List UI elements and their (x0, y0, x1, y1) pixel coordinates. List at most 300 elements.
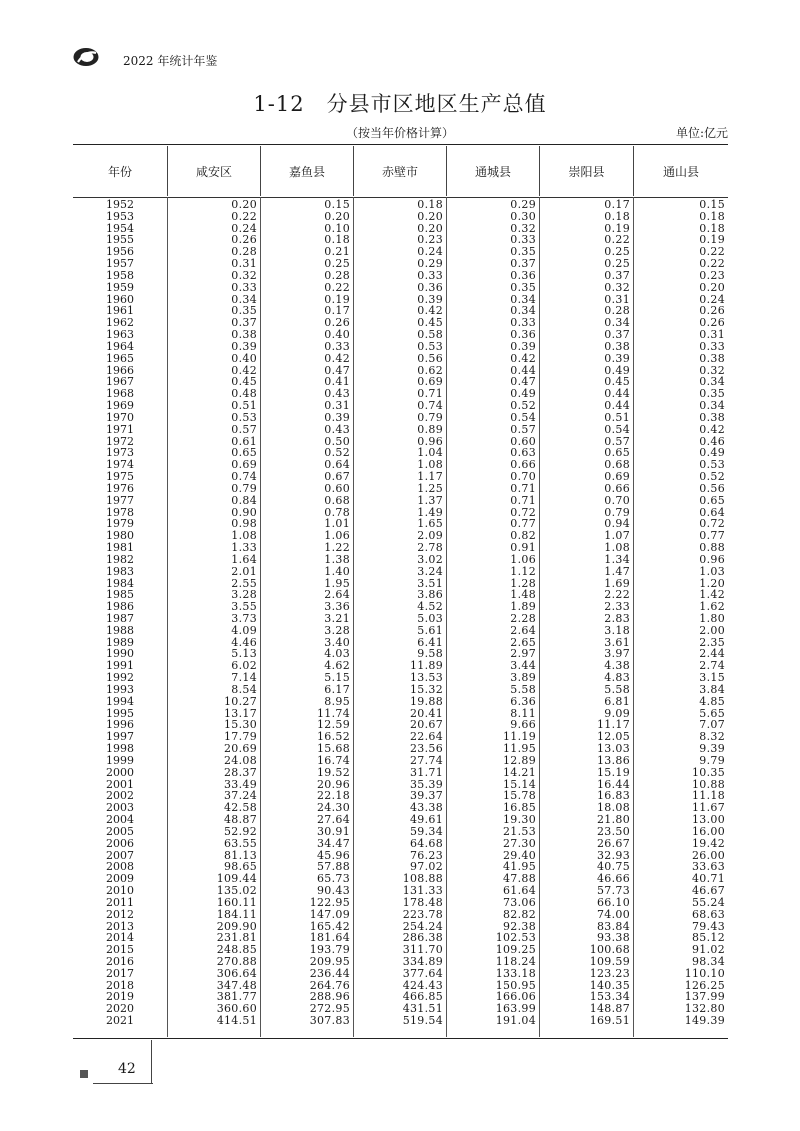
year-cell: 2008 (106, 860, 134, 874)
gdp-cell: 16.85 (503, 801, 536, 815)
gdp-cell: 0.82 (510, 529, 536, 543)
gdp-cell: 0.49 (510, 387, 536, 401)
gdp-cell: 1.01 (324, 517, 350, 531)
gdp-cell: 24.08 (224, 753, 257, 767)
gdp-cell: 82.82 (503, 907, 536, 921)
gdp-cell: 16.44 (597, 777, 630, 791)
gdp-cell: 126.25 (684, 978, 725, 992)
gdp-cell: 34.47 (317, 836, 350, 850)
gdp-cell: 98.34 (692, 955, 725, 968)
gdp-cell: 2.65 (510, 635, 536, 649)
table-row (73, 282, 728, 294)
gdp-cell: 8.95 (324, 694, 350, 708)
gdp-cell: 13.00 (692, 813, 725, 827)
table-row (73, 767, 728, 779)
year-cell: 1961 (106, 304, 134, 318)
gdp-cell: 55.24 (692, 895, 725, 909)
gdp-cell: 223.78 (402, 907, 443, 921)
gdp-cell: 0.33 (417, 268, 443, 282)
gdp-cell: 0.24 (699, 292, 725, 306)
gdp-cell: 147.09 (309, 907, 350, 921)
gdp-cell: 0.62 (417, 363, 443, 377)
gdp-cell: 0.65 (604, 446, 630, 460)
gdp-cell: 0.68 (604, 458, 630, 472)
gdp-cell: 0.70 (510, 470, 536, 484)
gdp-cell: 1.42 (699, 588, 725, 602)
table-row (73, 353, 728, 365)
gdp-cell: 184.11 (216, 907, 257, 921)
gdp-cell: 2.97 (510, 647, 536, 661)
gdp-cell: 1.40 (324, 564, 350, 578)
gdp-cell: 16.83 (597, 789, 630, 803)
gdp-cell: 0.17 (604, 198, 630, 211)
gdp-cell: 0.21 (324, 245, 350, 259)
year-cell: 1989 (106, 635, 134, 649)
table-row (73, 625, 728, 637)
gdp-cell: 0.18 (324, 233, 350, 247)
gdp-cell: 19.30 (503, 813, 536, 827)
gdp-cell: 0.39 (604, 351, 630, 365)
gdp-cell: 41.95 (503, 860, 536, 874)
gdp-cell: 0.68 (324, 493, 350, 507)
gdp-cell: 3.24 (417, 564, 443, 578)
gdp-cell: 0.42 (699, 422, 725, 436)
gdp-cell: 0.43 (324, 422, 350, 436)
gdp-cell: 3.51 (417, 576, 443, 590)
gdp-cell: 0.19 (699, 233, 725, 247)
gdp-cell: 7.07 (699, 718, 725, 732)
gdp-cell: 32.93 (597, 848, 630, 862)
gdp-cell: 11.19 (503, 730, 536, 744)
gdp-cell: 17.79 (224, 730, 257, 744)
gdp-cell: 0.42 (417, 304, 443, 318)
gdp-cell: 0.38 (699, 351, 725, 365)
gdp-cell: 466.85 (402, 990, 443, 1004)
gdp-cell: 0.51 (604, 410, 630, 424)
year-cell: 1958 (106, 268, 134, 282)
gdp-cell: 1.38 (324, 552, 350, 566)
gdp-cell: 347.48 (216, 978, 257, 992)
gdp-cell: 13.53 (410, 671, 443, 685)
gdp-cell: 123.23 (589, 966, 630, 980)
gdp-cell: 4.09 (231, 623, 257, 637)
gdp-cell: 23.50 (597, 824, 630, 838)
gdp-cell: 3.97 (604, 647, 630, 661)
year-cell: 1998 (106, 742, 134, 756)
table-row (73, 684, 728, 696)
gdp-cell: 0.54 (604, 422, 630, 436)
gdp-cell: 5.58 (510, 682, 536, 696)
table-row (73, 566, 728, 578)
gdp-cell: 0.45 (604, 375, 630, 389)
gdp-cell: 0.57 (604, 434, 630, 448)
gdp-cell: 0.54 (510, 410, 536, 424)
gdp-cell: 2.28 (510, 611, 536, 625)
gdp-cell: 90.43 (317, 884, 350, 898)
year-cell: 1957 (106, 257, 134, 271)
gdp-cell: 0.26 (699, 304, 725, 318)
gdp-cell: 137.99 (684, 990, 725, 1004)
gdp-cell: 0.89 (417, 422, 443, 436)
gdp-cell: 169.51 (589, 1014, 630, 1028)
gdp-cell: 2.00 (699, 623, 725, 637)
gdp-cell: 59.34 (410, 824, 443, 838)
gdp-cell: 0.88 (699, 541, 725, 555)
gdp-cell: 1.33 (231, 541, 257, 555)
gdp-cell: 46.66 (597, 872, 630, 886)
gdp-cell: 0.20 (417, 209, 443, 223)
gdp-cell: 0.22 (231, 209, 257, 223)
gdp-cell: 0.70 (604, 493, 630, 507)
year-cell: 1999 (106, 753, 134, 767)
gdp-cell: 0.20 (231, 198, 257, 211)
gdp-cell: 12.59 (317, 718, 350, 732)
gdp-cell: 0.69 (604, 470, 630, 484)
year-cell: 2002 (106, 789, 134, 803)
gdp-cell: 19.88 (410, 694, 443, 708)
gdp-cell: 0.64 (324, 458, 350, 472)
gdp-cell: 4.03 (324, 647, 350, 661)
gdp-cell: 79.43 (692, 919, 725, 933)
gdp-cell: 0.50 (324, 434, 350, 448)
gdp-cell: 360.60 (216, 1002, 257, 1016)
year-cell: 1954 (106, 221, 134, 235)
year-cell: 1993 (106, 682, 134, 696)
gdp-cell: 0.22 (699, 245, 725, 259)
gdp-cell: 20.69 (224, 742, 257, 756)
gdp-cell: 1.08 (231, 529, 257, 543)
gdp-cell: 0.31 (699, 328, 725, 342)
gdp-cell: 0.20 (699, 280, 725, 294)
gdp-cell: 0.42 (324, 351, 350, 365)
gdp-cell: 0.66 (604, 481, 630, 495)
gdp-cell: 0.52 (699, 470, 725, 484)
gdp-cell: 0.35 (510, 280, 536, 294)
gdp-cell: 5.03 (417, 611, 443, 625)
gdp-cell: 65.73 (317, 872, 350, 886)
gdp-cell: 0.74 (417, 399, 443, 413)
gdp-cell: 431.51 (402, 1002, 443, 1016)
gdp-cell: 74.00 (597, 907, 630, 921)
table-title (0, 88, 800, 118)
year-cell: 2000 (106, 765, 134, 779)
gdp-cell: 2.33 (604, 600, 630, 614)
gdp-cell: 15.14 (503, 777, 536, 791)
gdp-cell: 1.06 (510, 552, 536, 566)
gdp-cell: 1.47 (604, 564, 630, 578)
gdp-cell: 1.25 (417, 481, 443, 495)
gdp-cell: 0.33 (510, 233, 536, 247)
gdp-cell: 149.39 (684, 1014, 725, 1028)
gdp-cell: 42.58 (224, 801, 257, 815)
gdp-cell: 8.11 (510, 706, 536, 720)
gdp-cell: 68.63 (692, 907, 725, 921)
gdp-cell: 0.77 (699, 529, 725, 543)
gdp-cell: 15.32 (410, 682, 443, 696)
year-cell: 1974 (106, 458, 134, 472)
gdp-cell: 102.53 (495, 931, 536, 945)
gdp-cell: 2.64 (510, 623, 536, 637)
gdp-cell: 8.32 (699, 730, 725, 744)
gdp-cell: 0.91 (510, 541, 536, 555)
gdp-cell: 0.24 (231, 221, 257, 235)
gdp-cell: 0.45 (417, 316, 443, 330)
gdp-cell: 3.40 (324, 635, 350, 649)
gdp-cell: 45.96 (317, 848, 350, 862)
gdp-cell: 0.15 (324, 198, 350, 211)
yearbook-logo-icon (72, 46, 100, 68)
gdp-cell: 0.34 (699, 375, 725, 389)
gdp-cell: 0.64 (699, 505, 725, 519)
year-cell: 2011 (106, 895, 134, 909)
gdp-cell: 0.22 (604, 233, 630, 247)
gdp-cell: 97.02 (410, 860, 443, 874)
gdp-cell: 3.21 (324, 611, 350, 625)
gdp-cell: 9.09 (604, 706, 630, 720)
gdp-cell: 6.81 (604, 694, 630, 708)
gdp-cell: 20.67 (410, 718, 443, 732)
gdp-cell: 135.02 (216, 884, 257, 898)
gdp-cell: 0.39 (231, 339, 257, 353)
gdp-cell: 24.30 (317, 801, 350, 815)
gdp-cell: 48.87 (224, 813, 257, 827)
gdp-cell: 165.42 (309, 919, 350, 933)
table-row (73, 826, 728, 838)
table-row (73, 341, 728, 353)
gdp-cell: 272.95 (309, 1002, 350, 1016)
gdp-cell: 1.80 (699, 611, 725, 625)
gdp-cell: 2.22 (604, 588, 630, 602)
gdp-cell: 0.19 (324, 292, 350, 306)
gdp-cell: 3.84 (699, 682, 725, 696)
gdp-cell: 93.38 (597, 931, 630, 945)
gdp-cell: 21.53 (503, 824, 536, 838)
gdp-cell: 0.20 (417, 221, 443, 235)
year-cell: 1995 (106, 706, 134, 720)
gdp-cell: 131.33 (402, 884, 443, 898)
gdp-cell: 311.70 (402, 943, 443, 957)
running-head: 2022 年统计年鉴 (123, 54, 218, 68)
gdp-cell: 0.84 (231, 493, 257, 507)
year-cell: 1971 (106, 422, 134, 436)
gdp-cell: 0.23 (699, 268, 725, 282)
gdp-cell: 381.77 (216, 990, 257, 1004)
gdp-cell: 0.56 (417, 351, 443, 365)
gdp-cell: 35.39 (410, 777, 443, 791)
year-cell: 1966 (106, 363, 134, 377)
gdp-cell: 1.49 (417, 505, 443, 519)
gdp-cell: 148.87 (589, 1002, 630, 1016)
column-header-year: 年份 (107, 164, 132, 179)
table-row (73, 412, 728, 424)
gdp-cell: 0.35 (699, 387, 725, 401)
gdp-cell: 0.56 (699, 481, 725, 495)
gdp-cell: 1.48 (510, 588, 536, 602)
gdp-cell: 16.00 (692, 824, 725, 838)
gdp-cell: 21.80 (597, 813, 630, 827)
gdp-cell: 4.85 (699, 694, 725, 708)
year-cell: 2014 (106, 931, 134, 945)
gdp-cell: 0.17 (324, 304, 350, 318)
gdp-cell: 0.35 (510, 245, 536, 259)
column-header-county: 赤壁市 (353, 146, 446, 196)
page-number: 42 (118, 1061, 136, 1077)
price-basis-note: （按当年价格计算） (345, 126, 454, 140)
gdp-cell: 377.64 (402, 966, 443, 980)
gdp-cell: 10.88 (692, 777, 725, 791)
gdp-cell: 0.28 (231, 245, 257, 259)
gdp-cell: 334.89 (402, 955, 443, 968)
year-cell: 1991 (106, 659, 134, 673)
gdp-cell: 0.38 (604, 339, 630, 353)
gdp-cell: 20.96 (317, 777, 350, 791)
gdp-cell: 0.49 (604, 363, 630, 377)
gdp-cell: 27.74 (410, 753, 443, 767)
year-cell: 2018 (106, 978, 134, 992)
gdp-cell: 9.79 (699, 753, 725, 767)
gdp-cell: 3.28 (231, 588, 257, 602)
gdp-cell: 0.37 (231, 316, 257, 330)
gdp-cell: 0.63 (510, 446, 536, 460)
gdp-cell: 3.44 (510, 659, 536, 673)
year-cell: 1976 (106, 481, 134, 495)
year-cell: 1978 (106, 505, 134, 519)
gdp-cell: 23.56 (410, 742, 443, 756)
gdp-cell: 0.29 (417, 257, 443, 271)
gdp-cell: 1.04 (417, 446, 443, 460)
gdp-cell: 11.95 (503, 742, 536, 756)
gdp-cell: 0.67 (324, 470, 350, 484)
table-row (73, 968, 728, 980)
year-cell: 2020 (106, 1002, 134, 1016)
table-row (73, 554, 728, 566)
gdp-cell: 0.47 (510, 375, 536, 389)
gdp-cell: 26.67 (597, 836, 630, 850)
gdp-cell: 2.09 (417, 529, 443, 543)
gdp-cell: 37.24 (224, 789, 257, 803)
year-cell: 1964 (106, 339, 134, 353)
year-cell: 1985 (106, 588, 134, 602)
gdp-cell: 209.90 (216, 919, 257, 933)
gdp-cell: 63.55 (224, 836, 257, 850)
gdp-cell: 91.02 (692, 943, 725, 957)
gdp-cell: 0.98 (231, 517, 257, 531)
year-cell: 2013 (106, 919, 134, 933)
gdp-cell: 178.48 (402, 895, 443, 909)
gdp-cell: 1.17 (417, 470, 443, 484)
gdp-cell: 1.08 (417, 458, 443, 472)
year-cell: 1987 (106, 611, 134, 625)
gdp-cell: 0.23 (417, 233, 443, 247)
year-cell: 1996 (106, 718, 134, 732)
gdp-cell: 0.60 (510, 434, 536, 448)
gdp-cell: 22.18 (317, 789, 350, 803)
gdp-cell: 11.67 (692, 801, 725, 815)
gdp-cell: 11.89 (410, 659, 443, 673)
table-row (73, 696, 728, 708)
gdp-cell: 16.52 (317, 730, 350, 744)
gdp-cell: 0.94 (604, 517, 630, 531)
gdp-cell: 0.74 (231, 470, 257, 484)
gdp-cell: 0.78 (324, 505, 350, 519)
gdp-cell: 0.31 (604, 292, 630, 306)
gdp-cell: 33.49 (224, 777, 257, 791)
gdp-cell: 1.12 (510, 564, 536, 578)
year-cell: 2004 (106, 813, 134, 827)
gdp-cell: 0.72 (699, 517, 725, 531)
gdp-cell: 1.64 (231, 552, 257, 566)
year-cell: 2019 (106, 990, 134, 1004)
year-cell: 1962 (106, 316, 134, 330)
gdp-cell: 5.13 (231, 647, 257, 661)
gdp-cell: 0.58 (417, 328, 443, 342)
gdp-cell: 12.05 (597, 730, 630, 744)
gdp-cell: 0.42 (510, 351, 536, 365)
gdp-cell: 5.15 (324, 671, 350, 685)
table-row (73, 838, 728, 850)
gdp-cell: 14.21 (503, 765, 536, 779)
gdp-cell: 1.69 (604, 576, 630, 590)
gdp-cell: 3.61 (604, 635, 630, 649)
gdp-cell: 19.52 (317, 765, 350, 779)
year-cell: 1982 (106, 552, 134, 566)
gdp-cell: 3.73 (231, 611, 257, 625)
year-cell: 2009 (106, 872, 134, 886)
gdp-cell: 15.19 (597, 765, 630, 779)
year-cell: 2007 (106, 848, 134, 862)
gdp-cell: 0.41 (324, 375, 350, 389)
gdp-cell: 3.15 (699, 671, 725, 685)
gdp-cell: 0.53 (699, 458, 725, 472)
table-row (73, 483, 728, 495)
gdp-cell: 0.44 (510, 363, 536, 377)
column-header-county: 崇阳县 (539, 146, 633, 196)
gdp-cell: 3.86 (417, 588, 443, 602)
year-cell: 1969 (106, 399, 134, 413)
gdp-cell: 0.19 (604, 221, 630, 235)
year-cell: 1968 (106, 387, 134, 401)
gdp-cell: 10.27 (224, 694, 257, 708)
table-body (73, 199, 728, 1027)
year-cell: 2016 (106, 955, 134, 968)
gdp-cell: 0.34 (510, 304, 536, 318)
gdp-cell: 12.89 (503, 753, 536, 767)
gdp-cell: 1.03 (699, 564, 725, 578)
gdp-cell: 2.55 (231, 576, 257, 590)
gdp-cell: 0.45 (231, 375, 257, 389)
gdp-cell: 0.65 (699, 493, 725, 507)
year-cell: 1984 (106, 576, 134, 590)
gdp-cell: 0.28 (604, 304, 630, 318)
gdp-cell: 47.88 (503, 872, 536, 886)
year-cell: 2010 (106, 884, 134, 898)
gdp-cell: 424.43 (402, 978, 443, 992)
gdp-cell: 0.22 (699, 257, 725, 271)
footer-square-icon (80, 1070, 88, 1078)
gdp-cell: 0.51 (231, 399, 257, 413)
gdp-cell: 3.28 (324, 623, 350, 637)
year-cell: 1953 (106, 209, 134, 223)
gdp-cell: 6.41 (417, 635, 443, 649)
gdp-cell: 0.79 (231, 481, 257, 495)
gdp-cell: 1.06 (324, 529, 350, 543)
gdp-cell: 209.95 (309, 955, 350, 968)
gdp-cell: 108.88 (402, 872, 443, 886)
gdp-cell: 0.71 (510, 493, 536, 507)
gdp-cell: 52.92 (224, 824, 257, 838)
gdp-cell: 0.61 (231, 434, 257, 448)
gdp-cell: 118.24 (495, 955, 536, 968)
